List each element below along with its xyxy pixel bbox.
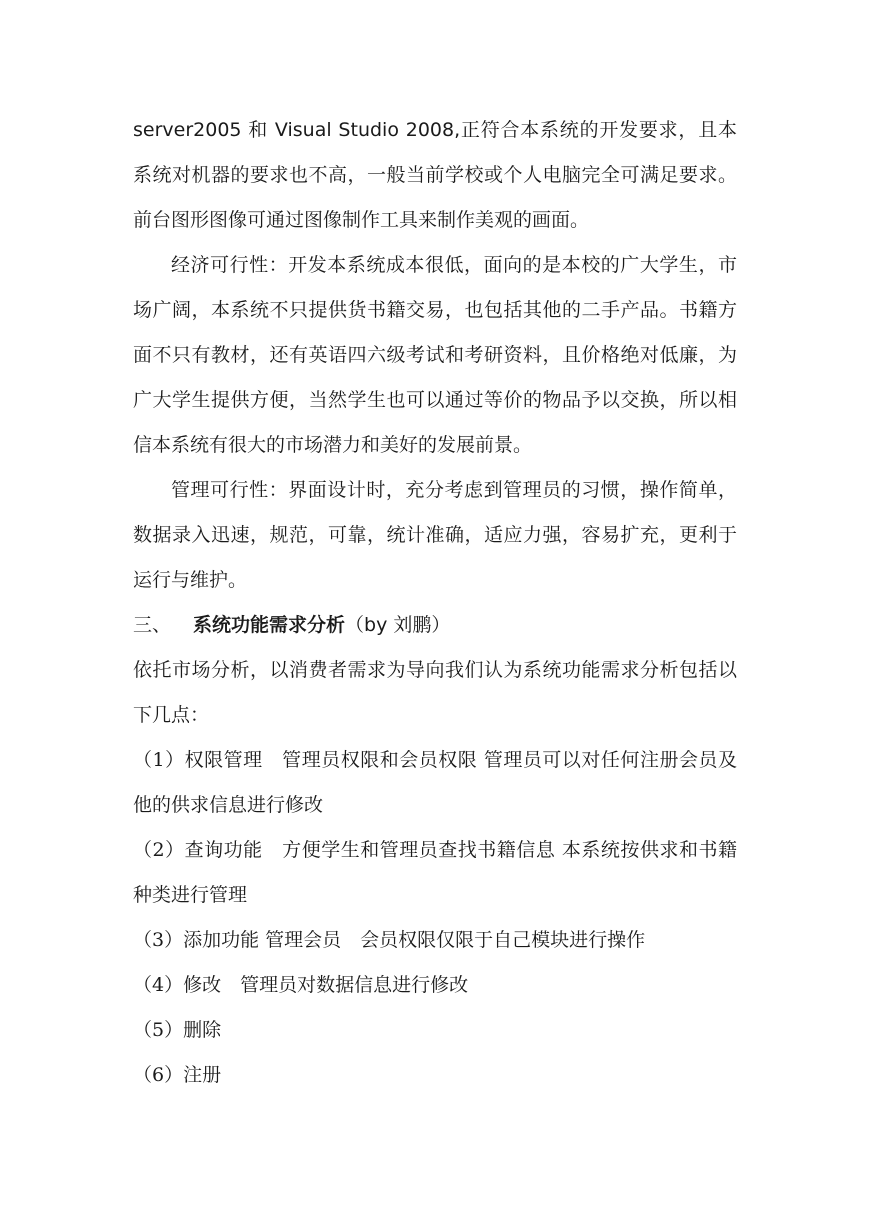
economic-feasibility-paragraph: 经济可行性：开发本系统成本很低，面向的是本校的广大学生，市场广阔，本系统不只提供货书籍交易，也包括其他的二手产品。书籍方面不只有教材，还有英语四六级考试和考研资料，且价格绝对低廉，为广大学生提供方便，当然学生也可以通过等价的物品予以交换，所以相信本系统有很大的市场潜力和美好的发展前景。 — [133, 254, 737, 456]
list-item: （6）注册 — [133, 1064, 222, 1086]
section-heading-author: （by 刘鹏） — [345, 614, 451, 636]
list-item: （5）删除 — [133, 1019, 222, 1041]
document-body — [133, 108, 737, 1098]
section-heading — [133, 603, 737, 648]
list-item: （1）权限管理 管理员权限和会员权限 管理员可以对任何注册会员及他的供求信息进行修改 — [133, 749, 737, 816]
intro-paragraph — [133, 108, 737, 243]
intro-paragraph-lead: server2005 和 Visual Studio 2008, — [133, 119, 461, 141]
intro-paragraph-rest: 正符合本系统的开发要求，且本系统对机器的要求也不高，一般当前学校或个人电脑完全可满足要求。前台图形图像可通过图像制作工具来制作美观的画面。 — [133, 119, 737, 231]
management-feasibility-paragraph: 管理可行性：界面设计时，充分考虑到管理员的习惯，操作简单，数据录入迅速，规范，可靠，统计准确，适应力强，容易扩充，更利于运行与维护。 — [133, 479, 737, 591]
section-heading-number: 三、 — [133, 614, 172, 636]
section-intro-paragraph: 依托市场分析，以消费者需求为导向我们认为系统功能需求分析包括以下几点： — [133, 659, 737, 726]
list-item: （2）查询功能 方便学生和管理员查找书籍信息 本系统按供求和书籍种类进行管理 — [133, 839, 737, 906]
section-heading-title: 系统功能需求分析 — [193, 614, 346, 636]
list-item: （3）添加功能 管理会员 会员权限仅限于自己模块进行操作 — [133, 929, 646, 951]
list-item: （4）修改 管理员对数据信息进行修改 — [133, 974, 469, 996]
